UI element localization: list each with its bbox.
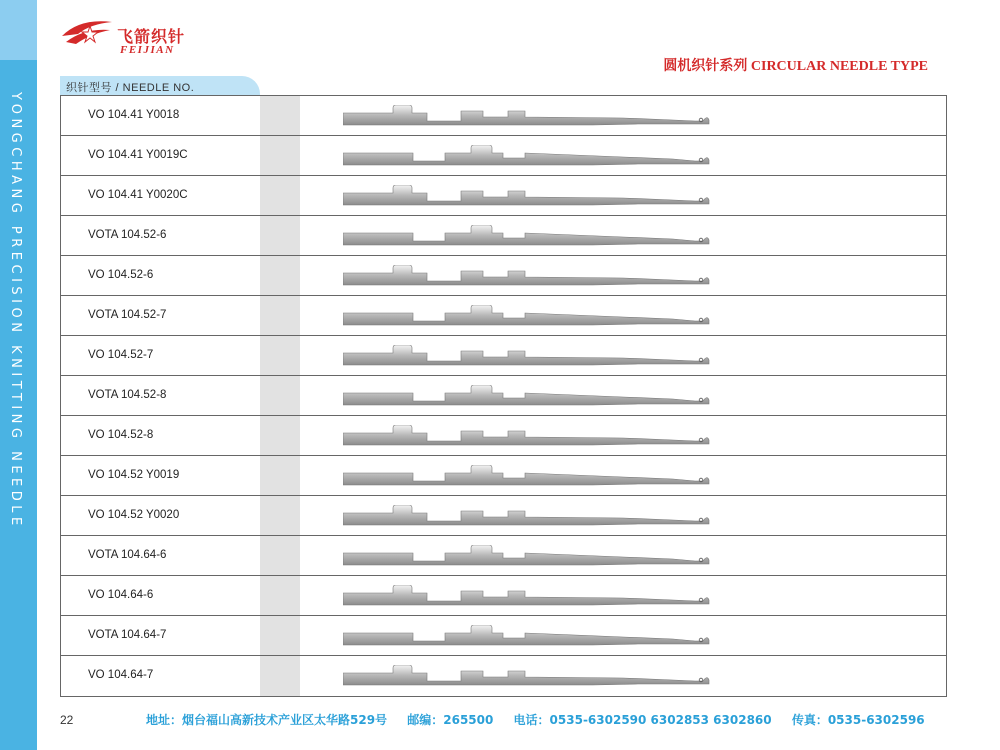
needle-drawing-icon (343, 505, 713, 532)
footer-contact (146, 711, 941, 728)
footer-address: 地址：烟台福山高新技术产业区太华路529号 (146, 713, 388, 727)
side-band (0, 0, 37, 750)
needle-drawing-icon (343, 145, 713, 172)
series-title: 圆机织针系列 CIRCULAR NEEDLE TYPE (663, 59, 928, 74)
table-row (61, 376, 946, 416)
side-band-top (0, 0, 37, 60)
needle-number-label: VOTA 104.52-8 (88, 389, 167, 401)
needle-drawing-icon (343, 625, 713, 652)
needle-table (60, 95, 947, 697)
table-row (61, 136, 946, 176)
needle-number-label: VO 104.52 Y0020 (88, 509, 180, 521)
table-row (61, 296, 946, 336)
needle-number-label: VOTA 104.52-6 (88, 229, 167, 241)
needle-drawing-icon (343, 665, 713, 692)
table-row (61, 456, 946, 496)
needle-drawing-icon (343, 305, 713, 332)
arrow-star-logo-icon (60, 14, 116, 54)
needle-number-label: VO 104.41 Y0019C (88, 149, 188, 161)
logo-name-en: FEIJIAN (120, 44, 175, 56)
needle-number-label: VO 104.41 Y0018 (88, 109, 180, 121)
page-number: 22 (60, 713, 74, 727)
footer-phone: 电话：0535-6302590 6302853 6302860 (513, 713, 772, 727)
needle-number-label: VO 104.52-7 (88, 349, 154, 361)
needle-drawing-icon (343, 425, 713, 452)
logo-name-cn: 飞箭织针 (117, 27, 186, 46)
needle-number-label: VOTA 104.64-6 (88, 549, 167, 561)
needle-drawing-icon (343, 545, 713, 572)
needle-drawing-icon (343, 385, 713, 412)
needle-drawing-icon (343, 585, 713, 612)
needle-number-label: VO 104.52 Y0019 (88, 469, 180, 481)
needle-number-label: VO 104.52-6 (88, 269, 154, 281)
table-row (61, 256, 946, 296)
needle-drawing-icon (343, 225, 713, 252)
table-row (61, 536, 946, 576)
side-vertical-text: YONGCHANG PRECISION KNITTING NEEDLE (8, 92, 23, 530)
needle-drawing-icon (343, 105, 713, 132)
needle-drawing-icon (343, 345, 713, 372)
needle-number-label: VO 104.41 Y0020C (88, 189, 188, 201)
needle-no-label: 织针型号 / NEEDLE NO. (66, 82, 195, 94)
table-row (61, 576, 946, 616)
needle-number-label: VO 104.64-7 (88, 669, 154, 681)
brand-logo (60, 14, 210, 58)
needle-number-label: VO 104.64-6 (88, 589, 154, 601)
table-row (61, 656, 946, 696)
table-row (61, 616, 946, 656)
needle-drawing-icon (343, 185, 713, 212)
table-row (61, 336, 946, 376)
needle-drawing-icon (343, 265, 713, 292)
footer-fax: 传真：0535-6302596 (791, 713, 925, 727)
needle-number-label: VOTA 104.64-7 (88, 629, 167, 641)
table-row (61, 416, 946, 456)
table-row (61, 496, 946, 536)
table-row (61, 176, 946, 216)
table-row (61, 216, 946, 256)
needle-drawing-icon (343, 465, 713, 492)
footer-postcode: 邮编：265500 (407, 713, 494, 727)
needle-no-tab (60, 76, 260, 96)
needle-number-label: VOTA 104.52-7 (88, 309, 167, 321)
table-row (61, 96, 946, 136)
needle-number-label: VO 104.52-8 (88, 429, 154, 441)
